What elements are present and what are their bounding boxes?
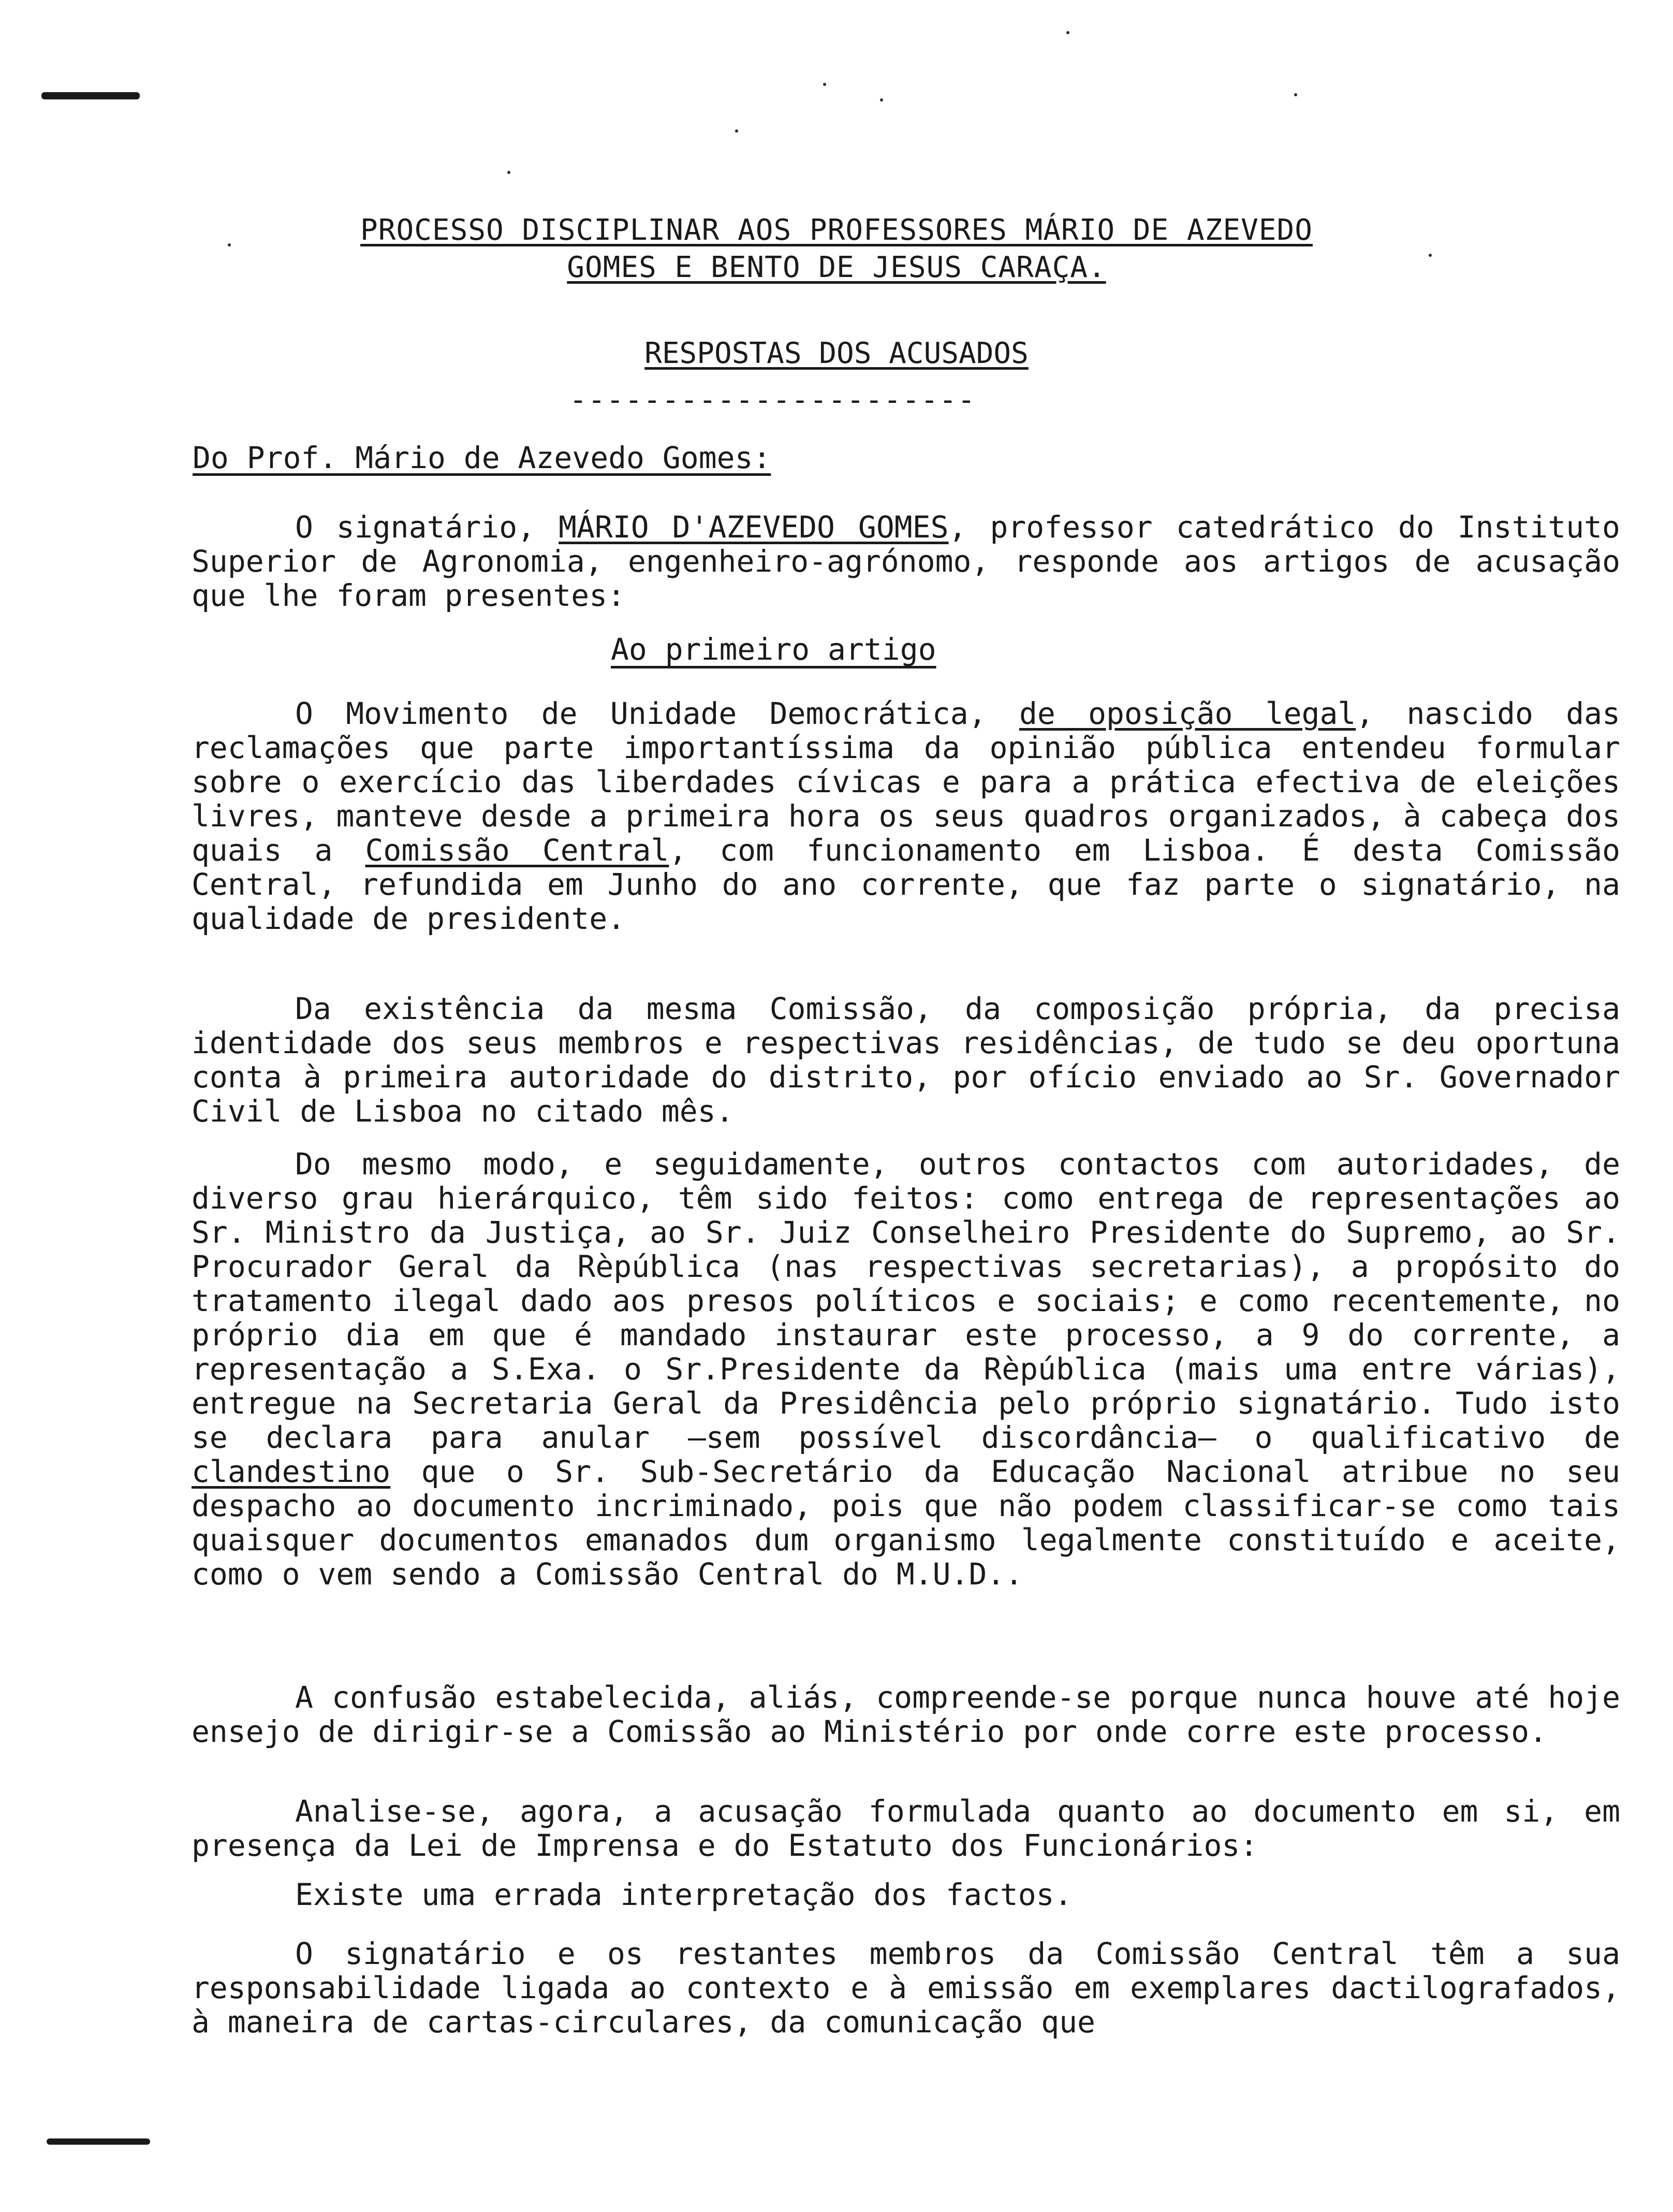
intro-paragraph xyxy=(192,510,1620,613)
title-line-2: GOMES E BENTO DE JESUS CARAÇA. xyxy=(567,251,1106,284)
document-title-line-2 xyxy=(0,250,1673,286)
paragraph-4: A confusão estabelecida, aliás, compreende-se porque nunca houve até hoje ensejo de dirigir-se a Comissão ao Ministério por onde corre este processo. xyxy=(192,1680,1620,1749)
section-heading: Do Prof. Mário de Azevedo Gomes: xyxy=(193,440,771,475)
paragraph-7: O signatário e os restantes membros da Comissão Central têm a sua responsabilidade ligada ao contexto e à emissão em exemplares dactilografados, à maneira de cartas-circulares, da comunicação que xyxy=(192,1936,1620,2040)
dash-rule: ---------------------- xyxy=(569,383,976,417)
signatory-name: MÁRIO D'AZEVEDO GOMES xyxy=(559,510,949,545)
paragraph-1-text-a: O Movimento de Unidade Democrática, xyxy=(295,696,1019,731)
scan-speck xyxy=(507,171,510,174)
article-heading: Ao primeiro artigo xyxy=(611,632,936,667)
paragraph-1-underlined-b: Comissão Central xyxy=(365,833,669,868)
paragraph-2: Da existência da mesma Comissão, da composição própria, da precisa identidade dos seus membros e respectivas residências, de tudo se deu oportuna conta à primeira autoridade do distrito, por ofício enviado ao Sr. Governador Civil de Lisboa no citado mês. xyxy=(192,991,1620,1129)
intro-text-before: O signatário, xyxy=(295,510,559,545)
paragraph-3 xyxy=(192,1147,1620,1591)
paragraph-1 xyxy=(192,696,1620,936)
document-title xyxy=(0,212,1673,249)
scan-speck xyxy=(1066,31,1069,34)
scan-speck xyxy=(823,83,826,86)
scan-speck xyxy=(735,129,738,133)
intro-text-after: , professor catedrático do Instituto Superior de Agronomia, engenheiro-agrónomo, responde aos artigos de acusação que lhe foram presentes: xyxy=(192,510,1620,613)
scan-mark-bottom-left xyxy=(47,2138,150,2145)
paragraph-1-underlined-a: de oposição legal xyxy=(1019,696,1356,731)
paragraph-3-underlined: clandestino xyxy=(192,1454,391,1489)
paragraph-1-text-c: , com funcionamento em Lisboa. É desta Comissão Central, refundida em Junho do ano corrente, que faz parte o signatário, na qualidade de presidente. xyxy=(192,833,1620,936)
paragraph-3-text-a: Do mesmo modo, e seguidamente, outros contactos com autoridades, de diverso grau hierárquico, têm sido feitos: como entrega de representações ao Sr. Ministro da Justiça, ao Sr. Juiz Conselheiro Presidente do Supremo, ao Sr. Procurador Geral da Rèpública (nas respectivas secretarias), a propósito do tratamento ilegal dado aos presos políticos e sociais; e como recentemente, no próprio dia em que é mandado instaurar este processo, a 9 do corrente, a representação a S.Exa. o Sr.Presidente da Rèpública (mais uma entre várias), entregue na Secretaria Geral da Presidência pelo próprio signatário. Tudo isto se declara para anular —sem possível discordância— o qualificativo de xyxy=(192,1146,1620,1455)
document-subtitle xyxy=(0,337,1673,370)
paragraph-1-text-b: , nascido das reclamações que parte importantíssima da opinião pública entendeu formular sobre o exercício das liberdades cívicas e para a prática efectiva de eleições livres, manteve desde a primeira hora os seus quadros organizados, à cabeça dos quais a xyxy=(192,696,1620,868)
subtitle-text: RESPOSTAS DOS ACUSADOS xyxy=(644,337,1029,370)
scan-mark-top-left xyxy=(41,92,140,99)
paragraph-6: Existe uma errada interpretação dos factos. xyxy=(295,1877,1073,1912)
scan-speck xyxy=(1294,93,1297,96)
scan-speck xyxy=(880,98,883,101)
paragraph-5: Analise-se, agora, a acusação formulada quanto ao documento em si, em presença da Lei de Imprensa e do Estatuto dos Funcionários: xyxy=(192,1794,1620,1863)
title-line-1: PROCESSO DISCIPLINAR AOS PROFESSORES MÁRIO DE AZEVEDO xyxy=(360,213,1313,247)
paragraph-3-text-b: que o Sr. Sub-Secretário da Educação Nacional atribue no seu despacho ao documento incriminado, pois que não podem classificar-se como tais quaisquer documentos emanados dum organismo legalmente constituído e aceite, como o vem sendo a Comissão Central do M.U.D.. xyxy=(192,1454,1620,1592)
